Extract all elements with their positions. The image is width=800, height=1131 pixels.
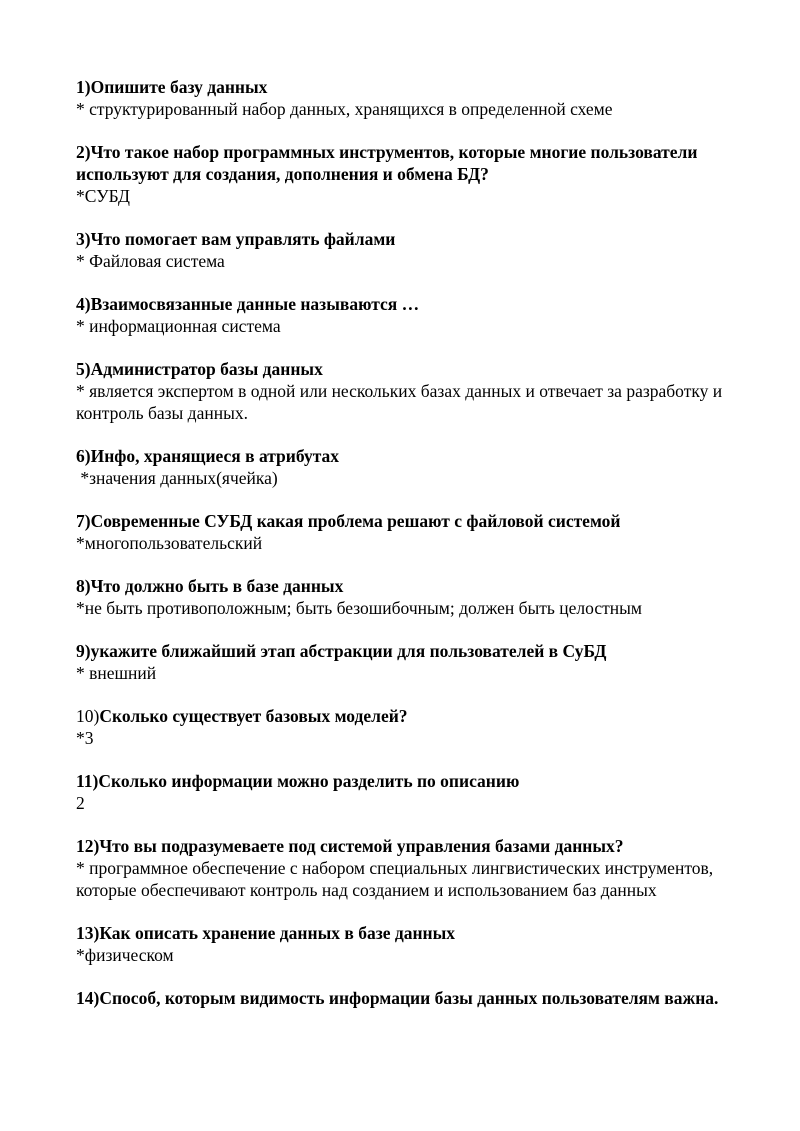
question-number: 2)	[76, 142, 91, 162]
question-text: Что должно быть в базе данных	[90, 576, 344, 596]
qa-item-10	[76, 705, 756, 749]
qa-item-1	[76, 76, 756, 120]
qa-item-8	[76, 575, 756, 619]
question-8	[76, 575, 756, 597]
question-6	[76, 445, 756, 467]
question-11	[76, 770, 756, 792]
question-number: 8)	[76, 576, 91, 596]
question-number: 14)	[76, 988, 100, 1008]
answer-13: *физическом	[76, 945, 174, 965]
question-text: Администратор базы данных	[90, 359, 323, 379]
document-page	[76, 76, 756, 1030]
question-3	[76, 228, 756, 250]
qa-item-4	[76, 293, 756, 337]
answer-7: *многопользовательский	[76, 533, 263, 553]
qa-item-12	[76, 835, 756, 901]
question-number: 5)	[76, 359, 91, 379]
question-text: Опишите базу данных	[90, 77, 268, 97]
question-text: Взаимосвязанные данные называются …	[90, 294, 420, 314]
answer-2: *СУБД	[76, 186, 130, 206]
answer-6: *значения данных(ячейка)	[76, 468, 278, 488]
qa-item-9	[76, 640, 756, 684]
question-text: Что помогает вам управлять файлами	[90, 229, 396, 249]
answer-8: *не быть противоположным; быть безошибочным; должен быть целостным	[76, 598, 642, 618]
question-number: 3)	[76, 229, 91, 249]
qa-item-5	[76, 358, 756, 424]
question-text: Что такое набор программных инструментов, которые многие пользователи используют для создания, дополнения и обмена БД?	[76, 142, 698, 184]
question-1	[76, 76, 756, 98]
question-text: Сколько существует базовых моделей?	[99, 706, 408, 726]
question-13	[76, 922, 756, 944]
question-10	[76, 705, 756, 727]
question-number: 4)	[76, 294, 91, 314]
question-number: 6)	[76, 446, 91, 466]
qa-item-14	[76, 987, 756, 1009]
question-text: Как описать хранение данных в базе данных	[99, 923, 456, 943]
qa-item-7	[76, 510, 756, 554]
question-7	[76, 510, 756, 532]
question-9	[76, 640, 756, 662]
answer-9: * внешний	[76, 663, 157, 683]
question-text: Сколько информации можно разделить по описанию	[98, 771, 520, 791]
qa-item-6	[76, 445, 756, 489]
qa-item-2	[76, 141, 756, 207]
question-14	[76, 987, 756, 1009]
question-number: 1)	[76, 77, 91, 97]
question-number: 9)	[76, 641, 91, 661]
answer-10: *3	[76, 728, 94, 748]
question-5	[76, 358, 756, 380]
answer-4: * информационная система	[76, 316, 281, 336]
qa-item-3	[76, 228, 756, 272]
question-text: укажите ближайший этап абстракции для пользователей в СуБД	[90, 641, 607, 661]
question-text: Инфо, хранящиеся в атрибутах	[90, 446, 340, 466]
question-number: 12)	[76, 836, 100, 856]
answer-11: 2	[76, 793, 85, 813]
question-12	[76, 835, 756, 857]
question-text: Что вы подразумеваете под системой управления базами данных?	[99, 836, 624, 856]
answer-1: * структурированный набор данных, хранящихся в определенной схеме	[76, 99, 613, 119]
question-number: 10)	[76, 706, 100, 726]
question-number: 11)	[76, 771, 99, 791]
question-2	[76, 141, 756, 185]
answer-12: * программное обеспечение с набором специальных лингвистических инструментов, которые обеспечивают контроль над созданием и использованием баз данных	[76, 858, 718, 900]
qa-item-11	[76, 770, 756, 814]
question-4	[76, 293, 756, 315]
answer-5: * является экспертом в одной или нескольких базах данных и отвечает за разработку и контроль базы данных.	[76, 381, 727, 423]
question-text: Способ, которым видимость информации базы данных пользователям важна.	[99, 988, 719, 1008]
question-text: Современные СУБД какая проблема решают с файловой системой	[90, 511, 621, 531]
question-number: 7)	[76, 511, 91, 531]
qa-item-13	[76, 922, 756, 966]
question-number: 13)	[76, 923, 100, 943]
answer-3: * Файловая система	[76, 251, 225, 271]
